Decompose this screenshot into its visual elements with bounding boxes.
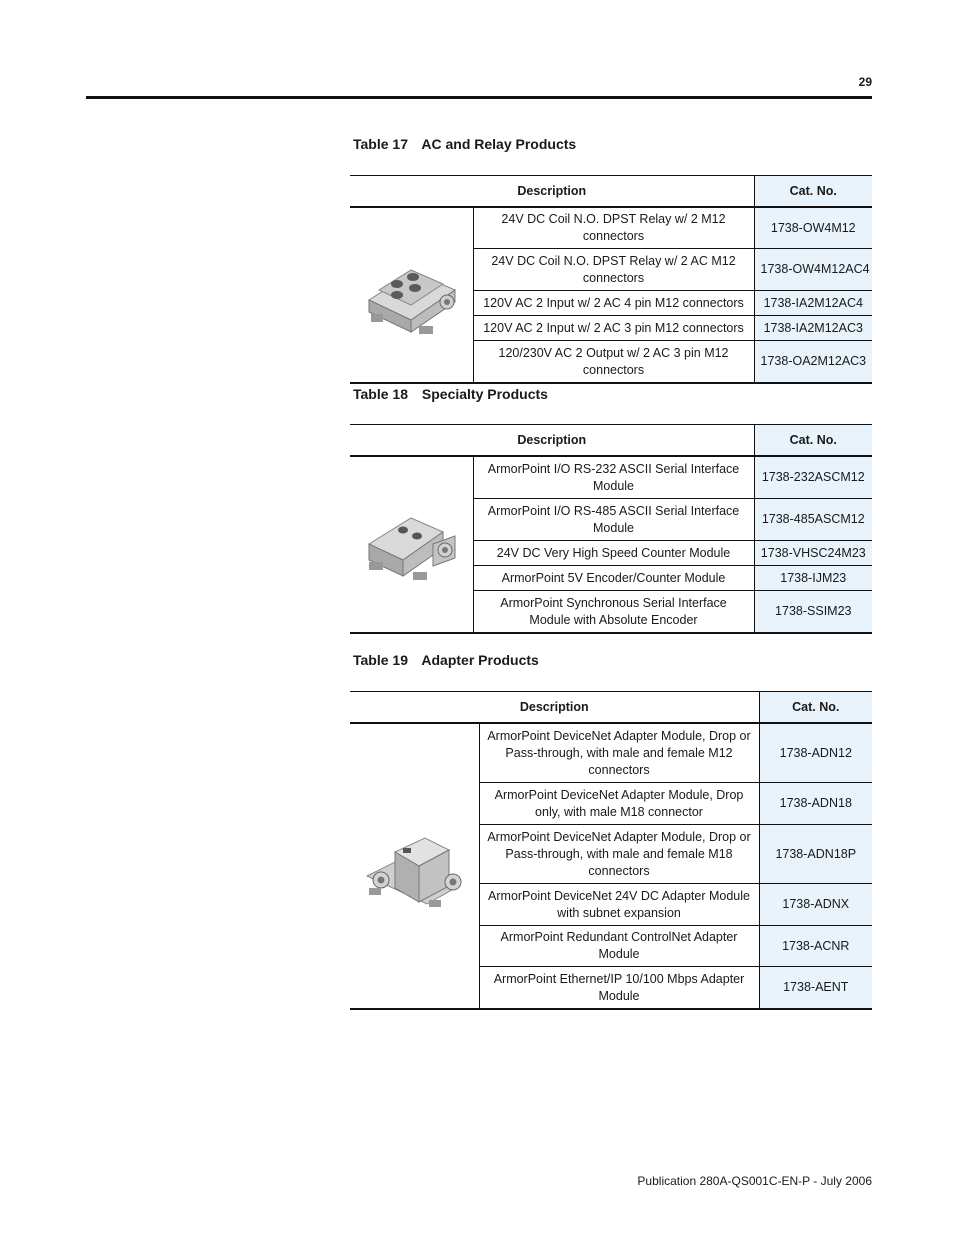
column-header-description: Description [350, 692, 759, 724]
product-description: 24V DC Coil N.O. DPST Relay w/ 2 M12 connectors [473, 207, 754, 249]
page-number: 29 [858, 75, 872, 89]
catalog-number: 1738-OA2M12AC3 [754, 341, 872, 384]
product-description: ArmorPoint I/O RS-232 ASCII Serial Interface Module [473, 456, 754, 499]
specialty-products-table [350, 424, 872, 634]
product-description: 24V DC Very High Speed Counter Module [473, 541, 754, 566]
adapter-module-image [359, 816, 469, 916]
column-header-description: Description [350, 176, 754, 208]
catalog-number: 1738-ADN18P [759, 825, 872, 884]
product-description: 120V AC 2 Input w/ 2 AC 3 pin M12 connectors [473, 316, 754, 341]
table-caption-number: Table 18 [353, 386, 408, 402]
table-caption-title: Adapter Products [421, 652, 539, 668]
product-description: ArmorPoint DeviceNet Adapter Module, Drop only, with male M18 connector [479, 783, 759, 825]
catalog-number: 1738-VHSC24M23 [754, 541, 872, 566]
catalog-number: 1738-IA2M12AC4 [754, 291, 872, 316]
table-row [350, 207, 872, 249]
catalog-number: 1738-IA2M12AC3 [754, 316, 872, 341]
column-header-cat-no: Cat. No. [754, 176, 872, 208]
catalog-number: 1738-ADN12 [759, 723, 872, 783]
catalog-number: 1738-IJM23 [754, 566, 872, 591]
publication-footer: Publication 280A-QS001C-EN-P - July 2006 [637, 1174, 872, 1188]
catalog-number: 1738-485ASCM12 [754, 499, 872, 541]
catalog-number: 1738-OW4M12 [754, 207, 872, 249]
catalog-number: 1738-ADNX [759, 884, 872, 926]
table-18-caption [353, 386, 548, 402]
table-caption-number: Table 17 [353, 136, 408, 152]
table-row [350, 456, 872, 499]
product-description: ArmorPoint Synchronous Serial Interface Module with Absolute Encoder [473, 591, 754, 634]
catalog-number: 1738-SSIM23 [754, 591, 872, 634]
table-caption-number: Table 19 [353, 652, 408, 668]
table-row [350, 723, 872, 783]
io-module-four-connectors-image [363, 250, 459, 340]
product-description: ArmorPoint 5V Encoder/Counter Module [473, 566, 754, 591]
product-description: 120V AC 2 Input w/ 2 AC 4 pin M12 connectors [473, 291, 754, 316]
product-description: ArmorPoint Redundant ControlNet Adapter Module [479, 926, 759, 967]
product-description: ArmorPoint DeviceNet Adapter Module, Drop or Pass-through, with male and female M18 connectors [479, 825, 759, 884]
product-description: ArmorPoint DeviceNet Adapter Module, Drop or Pass-through, with male and female M12 connectors [479, 723, 759, 783]
product-description: ArmorPoint I/O RS-485 ASCII Serial Interface Module [473, 499, 754, 541]
ac-relay-products-table [350, 175, 872, 384]
column-header-cat-no: Cat. No. [754, 425, 872, 457]
header-rule [86, 96, 872, 99]
product-image-cell [350, 207, 473, 383]
product-description: ArmorPoint Ethernet/IP 10/100 Mbps Adapter Module [479, 967, 759, 1010]
product-image-cell [350, 723, 479, 1009]
table-17-caption [353, 136, 576, 152]
table-header-row [350, 692, 872, 724]
catalog-number: 1738-AENT [759, 967, 872, 1010]
column-header-cat-no: Cat. No. [759, 692, 872, 724]
catalog-number: 1738-232ASCM12 [754, 456, 872, 499]
catalog-number: 1738-ADN18 [759, 783, 872, 825]
specialty-module-image [363, 500, 459, 590]
product-description: ArmorPoint DeviceNet 24V DC Adapter Module with subnet expansion [479, 884, 759, 926]
product-description: 120/230V AC 2 Output w/ 2 AC 3 pin M12 connectors [473, 341, 754, 384]
catalog-number: 1738-OW4M12AC4 [754, 249, 872, 291]
product-image-cell [350, 456, 473, 633]
table-caption-title: Specialty Products [421, 386, 548, 402]
column-header-description: Description [350, 425, 754, 457]
table-caption-title: AC and Relay Products [421, 136, 577, 152]
table-header-row [350, 176, 872, 208]
table-19-caption [353, 652, 539, 668]
catalog-number: 1738-ACNR [759, 926, 872, 967]
product-description: 24V DC Coil N.O. DPST Relay w/ 2 AC M12 connectors [473, 249, 754, 291]
table-header-row [350, 425, 872, 457]
adapter-products-table [350, 691, 872, 1010]
